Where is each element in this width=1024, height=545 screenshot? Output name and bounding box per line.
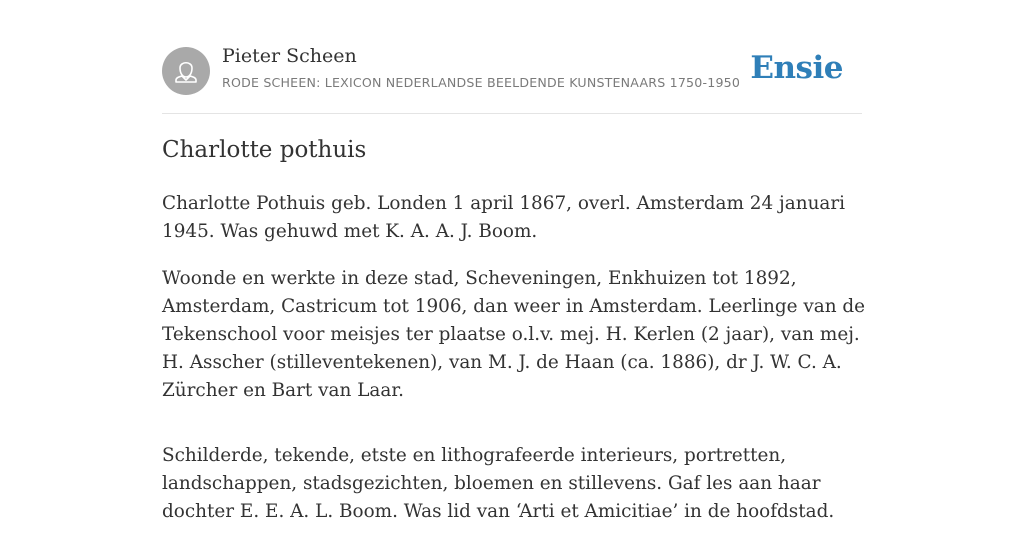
article-title: Charlotte pothuis	[162, 137, 367, 163]
article-body	[162, 190, 866, 545]
article-paragraph: Woonde en werkte in deze stad, Scheveningen, Enkhuizen tot 1892, Amsterdam, Castricum tot 1906, dan weer in Amsterdam. Leerlinge van de Tekenschool voor meisjes ter plaatse o.l.v. mej. H. Kerlen (2 jaar), van mej. H. Asscher (stilleventekenen), van M. J. de Haan (ca. 1886), dr J. W. C. A. Zürcher en Bart van Laar.	[162, 268, 866, 401]
article-paragraph: Schilderde, tekende, etste en lithografeerde interieurs, portretten, landschappen, stadsgezichten, bloemen en stillevens. Gaf les aan haar dochter E. E. A. L. Boom. Was lid van ‘Arti et Amicitiae’ in de hoofdstad.	[162, 445, 835, 522]
article-page	[162, 0, 866, 522]
ensie-logo[interactable]: Ensie	[750, 50, 843, 86]
user-avatar-icon[interactable]	[162, 47, 210, 95]
article-header	[162, 0, 862, 114]
author-name[interactable]: Pieter Scheen	[222, 45, 357, 67]
article-paragraph: Charlotte Pothuis geb. Londen 1 april 1867, overl. Amsterdam 24 januari 1945. Was gehuwd met K. A. A. J. Boom.	[162, 193, 846, 242]
source-title[interactable]: RODE SCHEEN: LEXICON NEDERLANDSE BEELDENDE KUNSTENAARS 1750-1950	[222, 75, 741, 90]
